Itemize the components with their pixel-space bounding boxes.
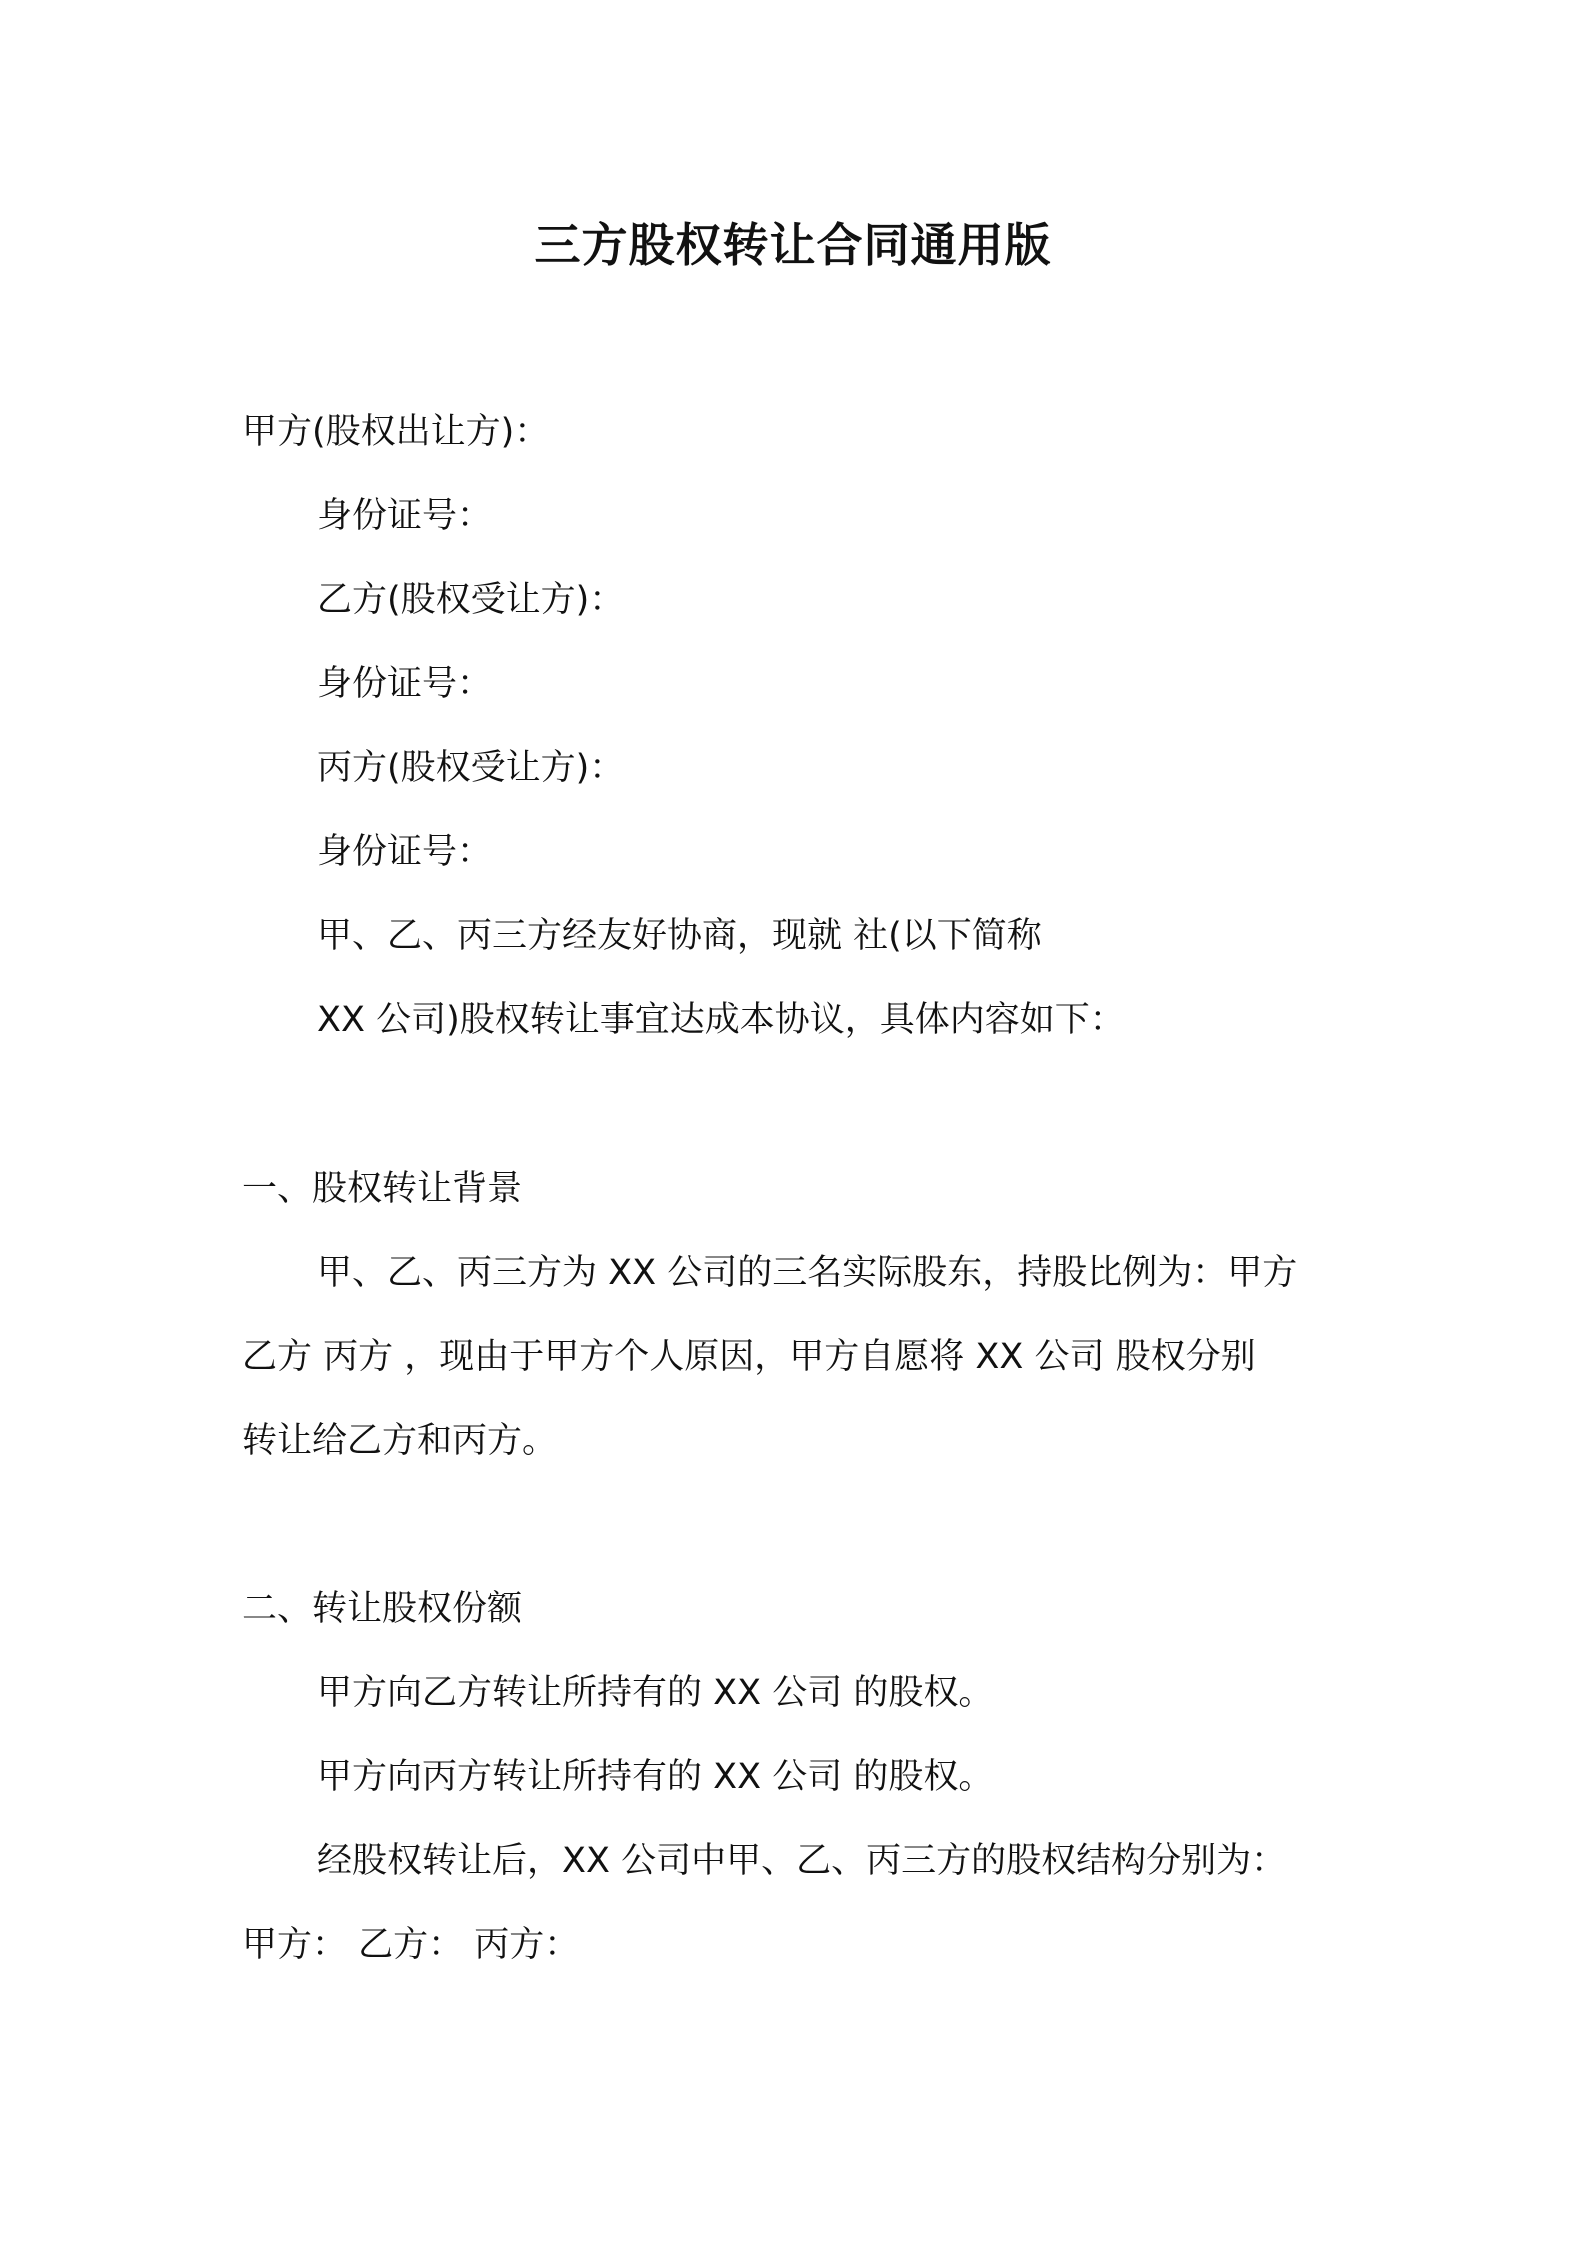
section-2-heading: 二、转让股权份额: [242, 1589, 523, 1629]
section-2-line-3: 经股权转让后，XX 公司中甲、乙、丙三方的股权结构分别为：: [317, 1841, 1287, 1881]
document-title: 三方股权转让合同通用版: [534, 218, 1052, 272]
section-1-line-3: 转让给乙方和丙方。: [242, 1421, 558, 1461]
section-2-line-1: 甲方向乙方转让所持有的 XX 公司 的股权。: [317, 1673, 994, 1713]
section-1-line-1: 甲、乙、丙三方为 XX 公司的三名实际股东，持股比例为：甲方: [317, 1253, 1298, 1293]
intro-line-1: 甲、乙、丙三方经友好协商，现就 社(以下简称: [317, 916, 1042, 956]
party-b-id-label: 身份证号：: [317, 664, 493, 704]
intro-line-2: XX 公司)股权转让事宜达成本协议，具体内容如下：: [317, 1000, 1125, 1040]
section-2-line-4: 甲方： 乙方： 丙方：: [242, 1925, 580, 1965]
party-c-id-label: 身份证号：: [317, 832, 493, 872]
party-a-id-label: 身份证号：: [317, 496, 493, 536]
section-1-line-2: 乙方 丙方 ，现由于甲方个人原因，甲方自愿将 XX 公司 股权分别: [242, 1337, 1256, 1377]
party-c-label: 丙方(股权受让方)：: [317, 748, 625, 788]
party-a-label: 甲方(股权出让方)：: [242, 412, 550, 452]
section-1-heading: 一、股权转让背景: [242, 1169, 523, 1209]
section-2-line-2: 甲方向丙方转让所持有的 XX 公司 的股权。: [317, 1757, 994, 1797]
party-b-label: 乙方(股权受让方)：: [317, 580, 625, 620]
